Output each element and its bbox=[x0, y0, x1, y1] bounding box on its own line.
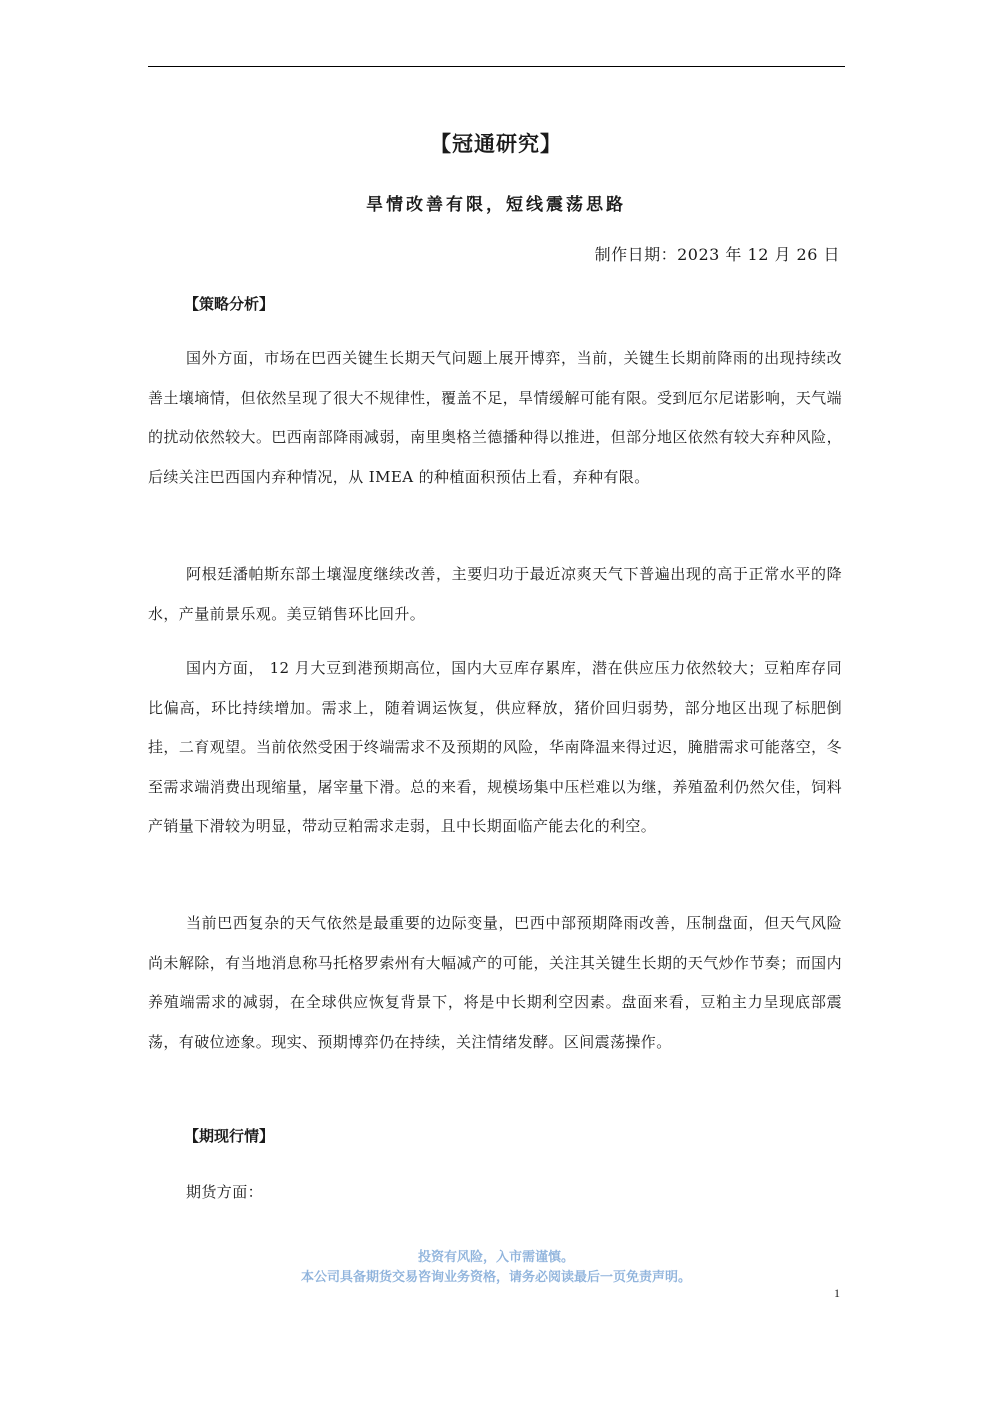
strategy-paragraph-3: 国内方面， 12 月大豆到港预期高位，国内大豆库存累库，潜在供应压力依然较大；豆粕库存同比偏高，环比持续增加。需求上，随着调运恢复，供应释放，猪价回归弱势，部分地区出现了标肥倒挂，二育观望。当前依然受困于终端需求不及预期的风险，华南降温来得过迟，腌腊需求可能落空，冬至需求端消费出现缩量，屠宰量下滑。总的来看，规模场集中压栏难以为继，养殖盈利仍然欠佳，饲料产销量下滑较为明显，带动豆粕需求走弱，且中长期面临产能去化的利空。 bbox=[148, 659, 842, 835]
publish-date: 制作日期：2023 年 12 月 26 日 bbox=[594, 245, 840, 264]
document-title: 旱情改善有限，短线震荡思路 bbox=[366, 195, 626, 215]
strategy-paragraph-4: 当前巴西复杂的天气依然是最重要的边际变量，巴西中部预期降雨改善，压制盘面，但天气风险尚未解除，有当地消息称马托格罗索州有大幅减产的可能，关注其关键生长期的天气炒作节奏；而国内养殖端需求的减弱，在全球供应恢复背景下，将是中长期利空因素。盘面来看，豆粕主力呈现底部震荡，有破位迹象。现实、预期博弈仍在持续，关注情绪发酵。区间震荡操作。 bbox=[148, 914, 842, 1051]
header-rule bbox=[148, 66, 845, 67]
qualification-disclaimer: 本公司具备期货交易咨询业务资格，请务必阅读最后一页免责声明。 bbox=[300, 1270, 691, 1285]
brand-title: 【冠通研究】 bbox=[430, 132, 562, 156]
risk-disclaimer: 投资有风险，入市需谨慎。 bbox=[417, 1250, 574, 1265]
strategy-paragraph-2: 阿根廷潘帕斯东部土壤湿度继续改善，主要归功于最近凉爽天气下普遍出现的高于正常水平的降水，产量前景乐观。美豆销售环比回升。 bbox=[148, 565, 842, 623]
futures-label: 期货方面： bbox=[186, 1183, 264, 1201]
strategy-paragraph-1: 国外方面，市场在巴西关键生长期天气问题上展开博弈，当前，关键生长期前降雨的出现持续改善土壤墒情，但依然呈现了很大不规律性，覆盖不足，旱情缓解可能有限。受到厄尔尼诺影响，天气端的扰动依然较大。巴西南部降雨减弱，南里奥格兰德播种得以推进，但部分地区依然有较大弃种风险，后续关注巴西国内弃种情况，从 IMEA 的种植面积预估上看，弃种有限。 bbox=[148, 349, 842, 486]
market-heading: 【期现行情】 bbox=[184, 1127, 275, 1145]
page-number: 1 bbox=[834, 1286, 840, 1300]
strategy-heading: 【策略分析】 bbox=[184, 295, 275, 313]
